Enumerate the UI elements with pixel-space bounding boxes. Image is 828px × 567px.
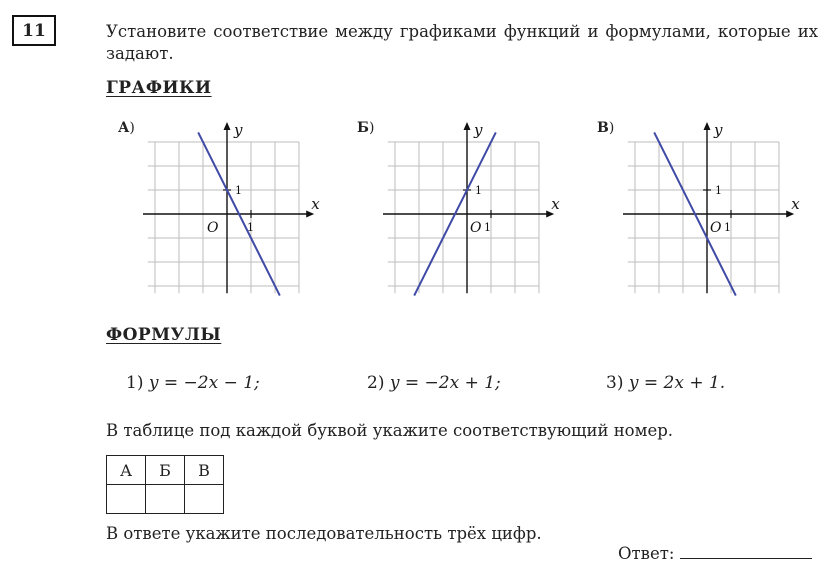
- y-unit-label: 1: [235, 184, 242, 197]
- task-text: Установите соответствие между графиками функций и формулами, которые их задают.: [106, 22, 818, 63]
- x-unit-label: 1: [247, 221, 254, 234]
- y-axis-label: y: [474, 121, 483, 139]
- answer-label: Ответ:: [618, 544, 675, 563]
- x-axis-label: x: [791, 195, 800, 213]
- y-axis-label: y: [714, 121, 723, 139]
- answer-table: [106, 455, 224, 514]
- formula-1: 1) y = −2x − 1;: [126, 373, 260, 393]
- answer-cell-a[interactable]: [107, 485, 146, 514]
- graph-label-b: Б): [357, 120, 375, 136]
- graph-v: [620, 120, 800, 298]
- y-axis-arrow: [464, 122, 471, 130]
- answer-instruction: В ответе укажите последовательность трёх цифр.: [106, 524, 542, 543]
- graph-label-v: В): [597, 120, 615, 136]
- y-unit-label: 1: [475, 184, 482, 197]
- y-axis-arrow: [704, 122, 711, 130]
- origin-label: O: [470, 220, 482, 236]
- formula-2: 2) y = −2x + 1;: [367, 373, 501, 393]
- graph-b: [380, 120, 560, 298]
- x-axis-label: x: [551, 195, 560, 213]
- origin-label: O: [207, 220, 219, 236]
- formulas-heading: ФОРМУЛЫ: [106, 325, 222, 345]
- answer-cell-b[interactable]: [146, 485, 185, 514]
- graph-a: [140, 120, 320, 298]
- origin-label: O: [710, 220, 722, 236]
- x-axis-label: x: [311, 195, 320, 213]
- x-unit-label: 1: [724, 221, 731, 234]
- table-instruction: В таблице под каждой буквой укажите соответствующий номер.: [106, 421, 674, 440]
- table-header-b: Б: [146, 456, 185, 485]
- table-header-v: В: [185, 456, 224, 485]
- y-axis-label: y: [234, 121, 243, 139]
- task-number: 11: [12, 15, 56, 46]
- y-unit-label: 1: [715, 184, 722, 197]
- answer-blank[interactable]: [680, 543, 812, 559]
- x-unit-label: 1: [484, 221, 491, 234]
- y-axis-arrow: [224, 122, 231, 130]
- graphs-heading: ГРАФИКИ: [106, 78, 212, 98]
- answer-cell-v[interactable]: [185, 485, 224, 514]
- formula-3: 3) y = 2x + 1.: [606, 373, 726, 393]
- answer-line: [618, 543, 812, 563]
- table-header-a: А: [107, 456, 146, 485]
- graph-label-a: А): [118, 120, 135, 136]
